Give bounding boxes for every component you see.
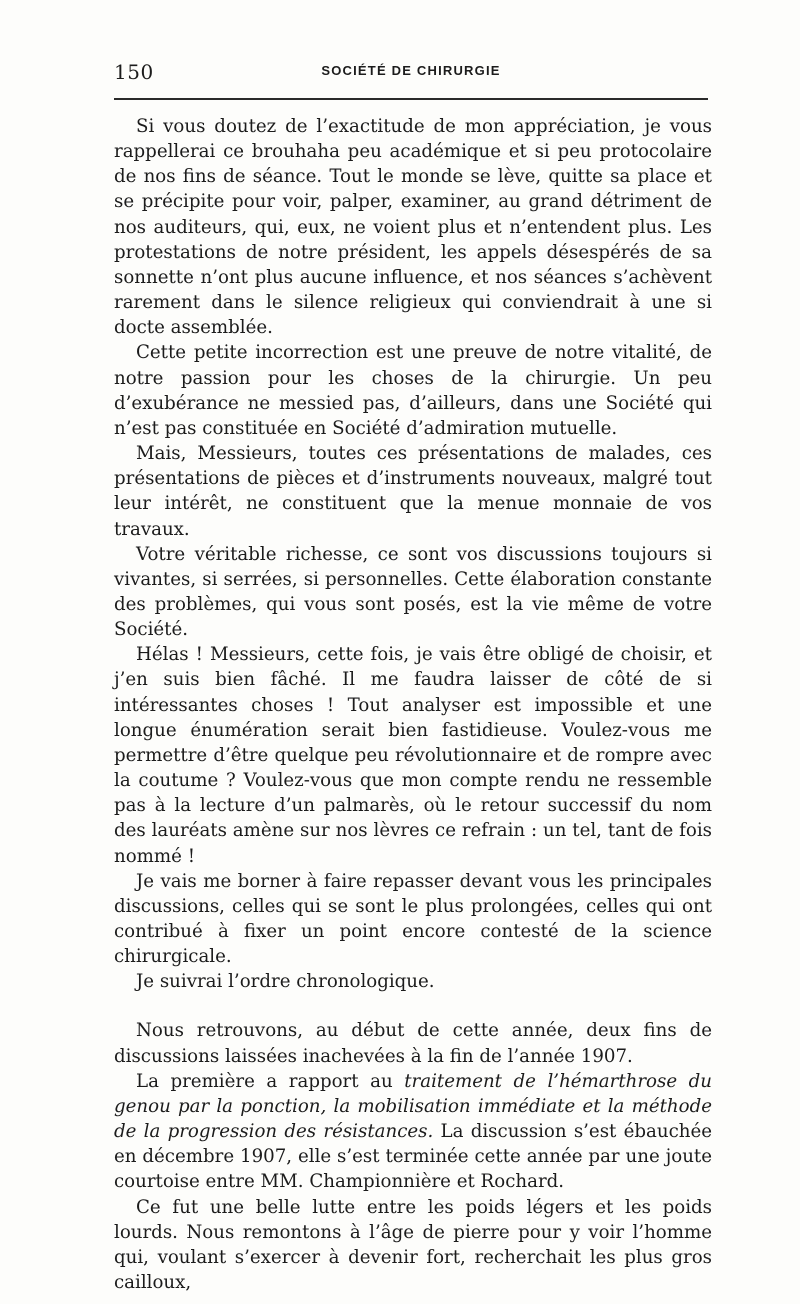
- paragraph: Nous retrouvons, au début de cette année, deux fins de discussions laissées inachevées à la fin de l’année 1907.: [114, 1020, 712, 1067]
- paragraph: Si vous doutez de l’exactitude de mon appréciation, je vous rappellerai ce brouhaha peu académique et si peu protocolaire de nos fins de séance. Tout le monde se lève, quitte sa place et se précipite pour voir, palper, examiner, au grand détriment de nos auditeurs, qui, eux, ne voient plus et n’entendent plus. Les protestations de notre président, les appels désespérés de sa sonnette n’ont plus aucune influence, et nos séances s’achèvent rarement dans le silence religieux qui conviendrait à une si docte assemblée.: [114, 116, 712, 339]
- page-header: [114, 60, 708, 84]
- paragraph: Mais, Messieurs, toutes ces présentations de malades, ces présentations de pièces et d’instruments nouveaux, malgré tout leur intérêt, ne constituent que la menue monnaie de vos travaux.: [114, 443, 712, 540]
- paragraph: Je vais me borner à faire repasser devant vous les principales discussions, celles qui se sont le plus prolongées, celles qui ont contribué à fixer un point encore contesté de la science chirurgicale.: [114, 870, 712, 968]
- paragraph: [114, 1069, 712, 1195]
- paragraph: Votre véritable richesse, ce sont vos discussions toujours si vivantes, si serrées, si personnelles. Cette élaboration constante des problèmes, qui vous sont posés, est la vie même de votre Société.: [114, 543, 712, 641]
- paragraph: Je suivrai l’ordre chronologique.: [136, 971, 435, 993]
- header-rule: [114, 98, 708, 100]
- body-text: [114, 114, 712, 1295]
- running-head: SOCIÉTÉ DE CHIRURGIE: [321, 63, 501, 78]
- paragraph: Ce fut une belle lutte entre les poids légers et les poids lourds. Nous remontons à l’âge de pierre pour y voir l’homme qui, voulant s’exercer à devenir fort, recherchait les plus gros cailloux,: [114, 1196, 712, 1294]
- italic-title: traitement de l’hémarthrose du genou par la ponction, la mobilisation immédiate et la méthode de la progression des résistances.: [114, 1070, 713, 1143]
- page-number: 150: [114, 60, 154, 84]
- paragraph-text: La première a rapport au: [136, 1070, 405, 1092]
- paragraph-text: La discussion s’est ébauchée en décembre 1907, elle s’est terminée cette année par une joute courtoise entre MM. Championnière et Rochard.: [114, 1121, 712, 1193]
- paragraph: Cette petite incorrection est une preuve de notre vitalité, de notre passion pour les choses de la chirurgie. Un peu d’exubérance ne messied pas, d’ailleurs, dans une Société qui n’est pas constituée en Société d’admiration mutuelle.: [114, 342, 712, 439]
- paragraph: Hélas ! Messieurs, cette fois, je vais être obligé de choisir, et j’en suis bien fâché. Il me faudra laisser de côté de si intéressantes choses ! Tout analyser est impossible et une longue énumération serait bien fastidieuse. Voulez-vous me permettre d’être quelque peu révolutionnaire et de rompre avec la coutume ? Voulez-vous que mon compte rendu ne ressemble pas à la lecture d’un palmarès, où le retour successif du nom des lauréats amène sur nos lèvres ce refrain : un tel, tant de fois nommé !: [114, 644, 712, 867]
